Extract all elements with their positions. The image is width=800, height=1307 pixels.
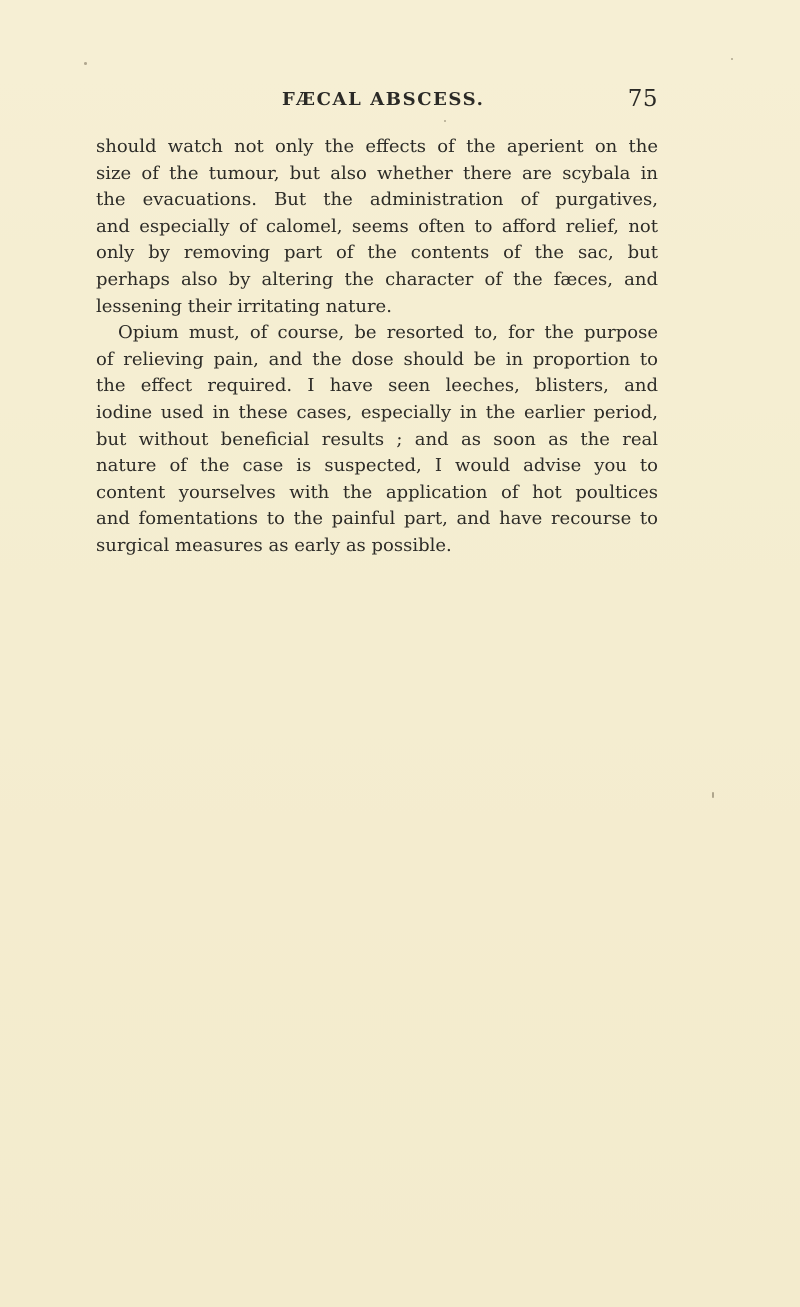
text-line: and fomentations to the painful part, and have recourse to <box>96 508 658 530</box>
text-line: should watch not only the effects of the aperient on the <box>96 136 658 157</box>
text-line: only by removing part of the contents of the sac, but <box>96 242 658 264</box>
text-line: Opium must, of course, be resorted to, for the purpose <box>118 322 658 344</box>
text-line: surgical measures as early as possible. <box>96 534 452 556</box>
page-header <box>96 86 658 116</box>
text-line: size of the tumour, but also whether there are scybala in <box>96 162 658 184</box>
paper-speck <box>731 58 733 60</box>
text-line: iodine used in these cases, especially in the earlier period, <box>96 401 658 423</box>
paragraph <box>96 320 658 559</box>
text-line: content yourselves with the application of hot poultices <box>96 481 658 503</box>
paragraph <box>96 134 658 320</box>
text-line: lessening their irritating nature. <box>96 295 392 317</box>
text-line: but without beneficial results ; and as soon as the real <box>96 428 658 450</box>
running-title: FÆCAL ABSCESS. <box>282 89 485 110</box>
page-number: 75 <box>627 86 658 112</box>
paper-speck <box>712 792 714 798</box>
text-line: and especially of calomel, seems often to afford relief, not <box>96 215 658 237</box>
text-line: perhaps also by altering the character of the fæces, and <box>96 268 658 290</box>
text-line: the evacuations. But the administration of purgatives, <box>96 189 658 211</box>
paper-speck <box>444 120 446 122</box>
text-line: the effect required. I have seen leeches, blisters, and <box>96 375 658 397</box>
text-line: nature of the case is suspected, I would advise you to <box>96 455 658 477</box>
body-text <box>96 134 658 560</box>
text-line: of relieving pain, and the dose should be in proportion to <box>96 348 658 370</box>
paper-speck <box>84 62 87 65</box>
